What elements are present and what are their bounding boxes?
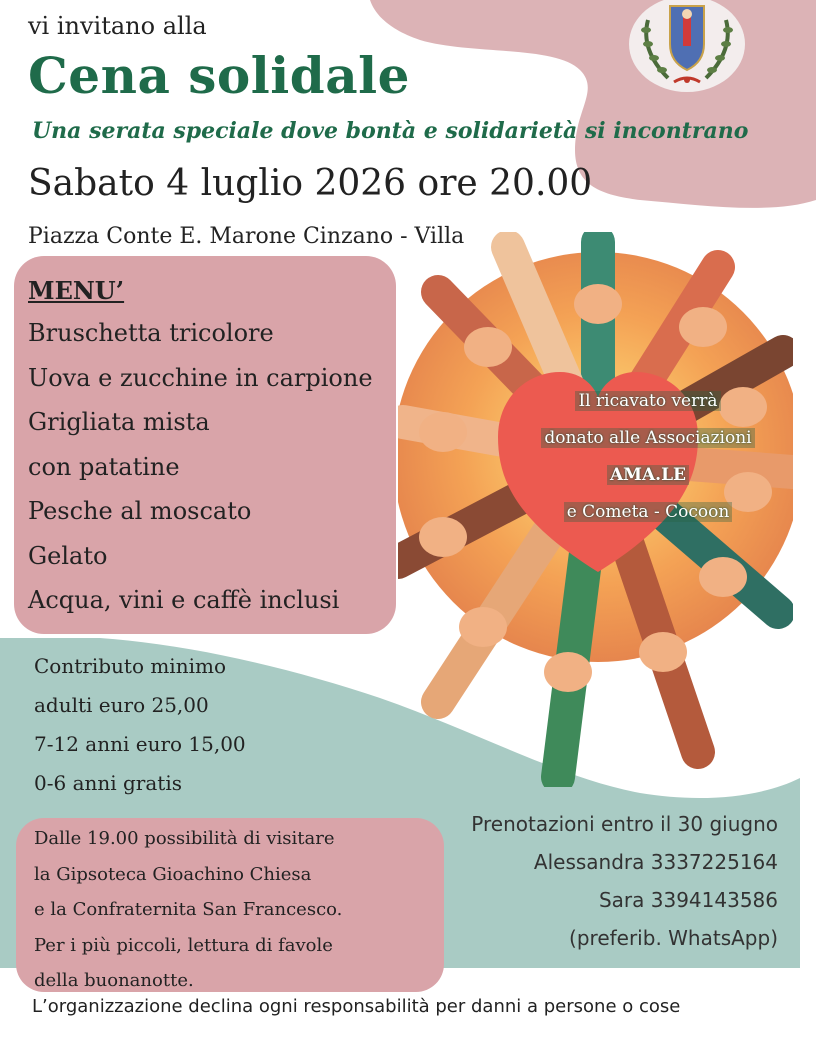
visit-line: la Gipsoteca Gioachino Chiesa — [34, 863, 312, 885]
booking-line: Prenotazioni entro il 30 giugno — [471, 812, 778, 836]
proceeds-line: AMA.LE — [607, 465, 689, 485]
menu-item: Grigliata mista — [28, 408, 210, 436]
booking-line: (preferib. WhatsApp) — [569, 926, 778, 950]
menu-item: Pesche al moscato — [28, 497, 252, 525]
booking-info — [471, 808, 778, 960]
event-title: Cena solidale — [28, 46, 410, 105]
disclaimer: L’organizzazione declina ogni responsabilità per danni a persone o cose — [32, 996, 681, 1017]
proceeds-line: e Cometa - Cocoon — [564, 502, 733, 522]
event-subtitle: Una serata speciale dove bontà e solidarietà si incontrano — [32, 118, 749, 144]
menu-item: Uova e zucchine in carpione — [28, 363, 373, 392]
menu-item: Acqua, vini e caffè inclusi — [28, 586, 340, 614]
visit-line: Dalle 19.00 possibilità di visitare — [34, 828, 335, 849]
contribution-list — [34, 652, 246, 808]
booking-line: Alessandra 3337225164 — [533, 850, 778, 874]
visit-line: Per i più piccoli, lettura di favole — [34, 934, 333, 956]
event-date-time: Sabato 4 luglio 2026 ore 20.00 — [28, 163, 593, 204]
menu-heading: MENU’ — [28, 276, 125, 305]
proceeds-line: donato alle Associazioni — [541, 428, 754, 448]
visit-info — [34, 826, 342, 1004]
contribution-line: Contributo minimo — [34, 654, 226, 678]
visit-line: della buonanotte. — [34, 970, 194, 991]
proceeds-note — [516, 388, 780, 536]
event-location: Piazza Conte E. Marone Cinzano - Villa — [28, 224, 465, 249]
contribution-line: 7-12 anni euro 15,00 — [34, 732, 246, 756]
municipal-coat-of-arms-icon — [628, 0, 746, 94]
visit-line: e la Confraternita San Francesco. — [34, 899, 343, 920]
contribution-line: 0-6 anni gratis — [34, 771, 182, 795]
menu-item: con patatine — [28, 452, 180, 481]
contribution-line: adulti euro 25,00 — [34, 693, 209, 717]
proceeds-line: Il ricavato verrà — [575, 391, 720, 411]
menu-item: Bruschetta tricolore — [28, 319, 274, 347]
menu-item: Gelato — [28, 541, 108, 570]
invite-line: vi invitano alla — [28, 12, 207, 40]
booking-line: Sara 3394143586 — [598, 888, 778, 912]
menu-list — [28, 316, 373, 628]
